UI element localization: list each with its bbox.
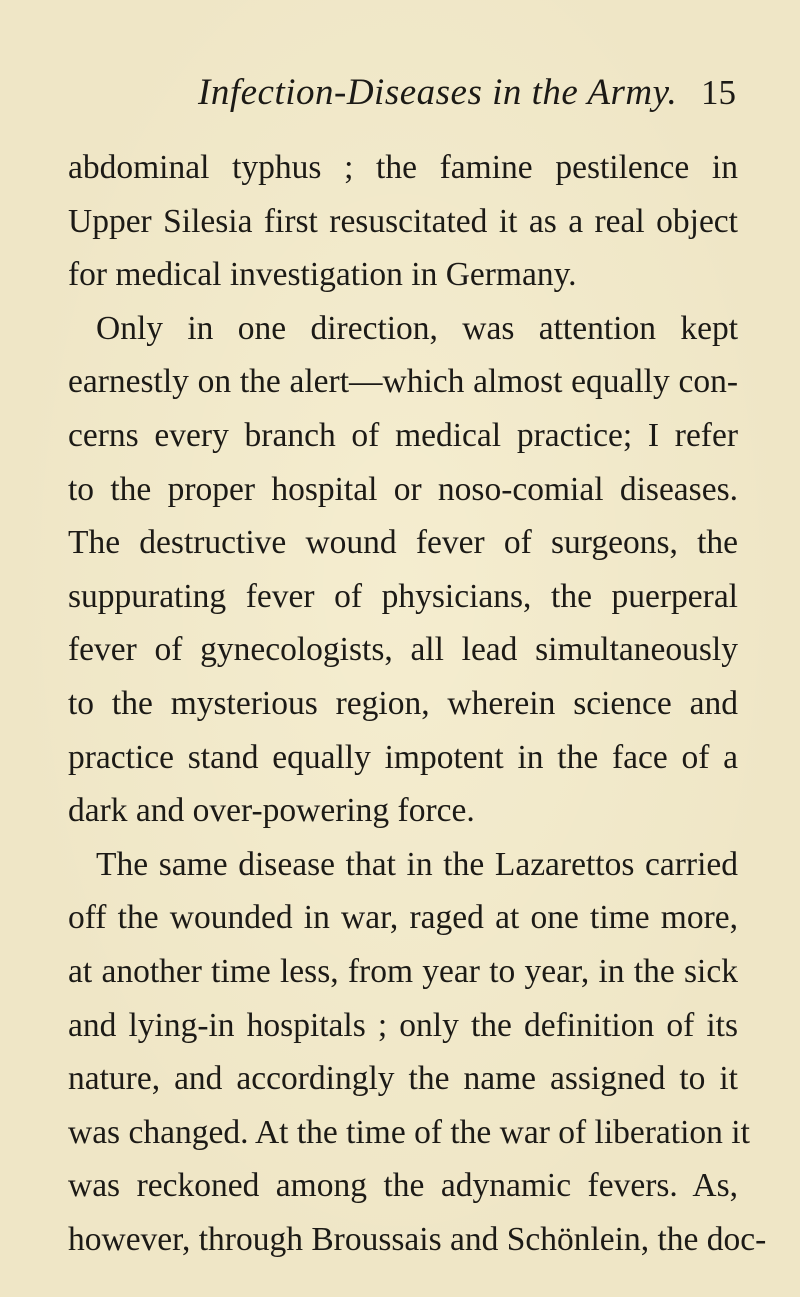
text-line: for medical investigation in Germany. <box>68 256 577 294</box>
text-line: and lying-in hospitals ; only the definition of its <box>68 1006 738 1044</box>
text-line: to the mysterious region, wherein science and <box>68 684 738 722</box>
text-line: practice stand equally impotent in the face of a <box>68 738 738 776</box>
text-line: however, through Broussais and Schönlein, the doc- <box>68 1220 767 1258</box>
text-line: was changed. At the time of the war of liberation it <box>68 1113 750 1151</box>
text-line: at another time less, from year to year, in the sick <box>68 952 738 990</box>
running-head <box>0 68 800 118</box>
body-text <box>68 141 767 1266</box>
page-number: 15 <box>701 73 736 112</box>
text-line: suppurating fever of physicians, the puerperal <box>68 577 738 615</box>
text-line: Upper Silesia first resuscitated it as a real object <box>68 202 738 240</box>
text-line: was reckoned among the adynamic fevers. As, <box>68 1167 738 1205</box>
text-line: earnestly on the alert—which almost equally con- <box>68 363 738 401</box>
text-line: dark and over-powering force. <box>68 792 475 830</box>
text-line: cerns every branch of medical practice; I refer <box>68 416 738 454</box>
paragraph-start-line: Only in one direction, was attention kept <box>96 309 738 347</box>
text-line: abdominal typhus ; the famine pestilence in <box>68 149 738 186</box>
text-line: nature, and accordingly the name assigned to it <box>68 1060 738 1098</box>
paragraph-start-line: The same disease that in the Lazarettos carried <box>96 845 738 883</box>
text-line: The destructive wound fever of surgeons, the <box>68 524 738 562</box>
running-title: Infection-Diseases in the Army. <box>198 72 678 113</box>
text-line: off the wounded in war, raged at one time more, <box>68 899 738 937</box>
text-line: fever of gynecologists, all lead simultaneously <box>68 631 738 669</box>
text-line: to the proper hospital or noso-comial diseases. <box>68 470 738 508</box>
